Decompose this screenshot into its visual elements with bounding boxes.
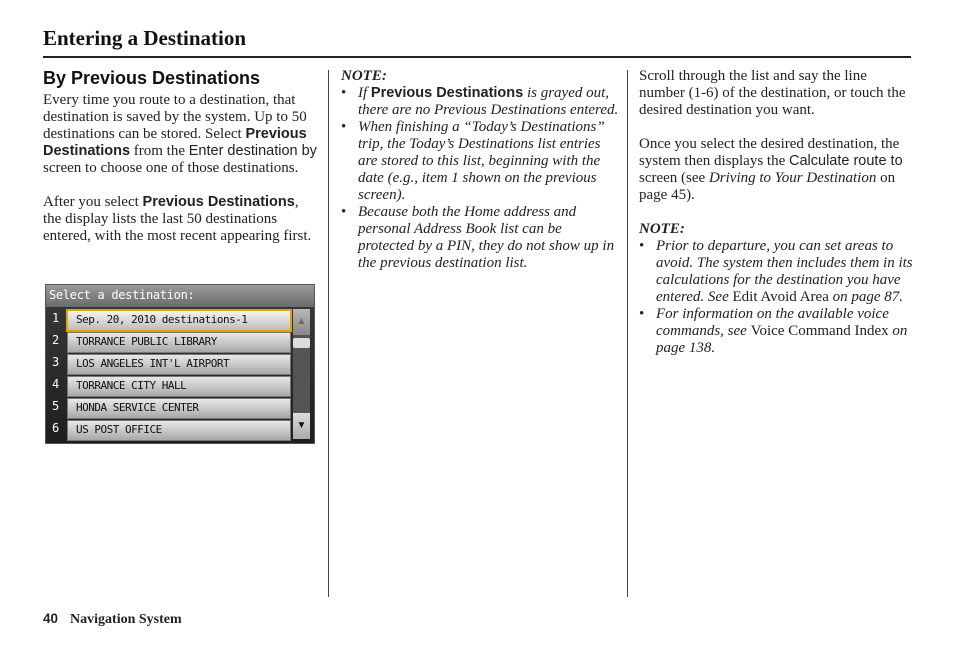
cross-reference: Driving to Your Destination xyxy=(708,170,877,186)
page-title: Entering a Destination xyxy=(43,26,247,50)
column-1 xyxy=(43,68,318,245)
navigation-screen xyxy=(45,284,315,444)
destination-button[interactable]: LOS ANGELES INT'L AIRPORT xyxy=(67,354,291,375)
scroll-down-icon[interactable]: ▼ xyxy=(293,413,310,439)
edit-avoid-area-term: Edit Avoid Area xyxy=(732,289,829,305)
title-rule xyxy=(43,56,911,58)
note-item: • If Previous Destinations is grayed out, there are no Previous Destinations entered. xyxy=(341,85,619,118)
note-label: NOTE: xyxy=(341,68,387,84)
destination-row[interactable] xyxy=(46,353,292,374)
screen-header xyxy=(46,285,314,307)
scroll-paragraph: Scroll through the list and say the line number (1-6) of the destination, or touch the desired destination you want. xyxy=(639,68,906,118)
row-number: 2 xyxy=(52,333,60,347)
note-list xyxy=(639,238,914,357)
destination-row[interactable] xyxy=(46,331,292,352)
destination-row[interactable] xyxy=(46,375,292,396)
destination-button-selected[interactable]: Sep. 20, 2010 destinations-1 xyxy=(66,309,292,332)
destination-row[interactable] xyxy=(46,419,292,440)
voice-command-index-term: Voice Command Index xyxy=(750,323,889,339)
intro-paragraph: Every time you route to a destination, that destination is saved by the system. Up to 50 destinations can be stored. Select Previous Destinations from the Enter destination by screen to choose one of those destinations. xyxy=(43,92,317,176)
destination-button[interactable]: US POST OFFICE xyxy=(67,420,291,441)
scrollbar[interactable] xyxy=(293,309,310,439)
row-number: 3 xyxy=(52,355,60,369)
previous-destinations-term: Previous Destinations xyxy=(370,85,524,101)
note-list xyxy=(341,85,619,272)
note-item: • For information on the available voice commands, see Voice Command Index on page 138. xyxy=(639,306,908,356)
page-number: 40 xyxy=(43,611,59,626)
calculate-route-term: Calculate route to xyxy=(789,153,903,169)
column-2 xyxy=(341,68,619,272)
previous-destinations-term: Previous Destinations xyxy=(142,194,295,210)
row-number: 5 xyxy=(52,399,60,413)
column-divider xyxy=(627,70,628,597)
note-label: NOTE: xyxy=(639,221,685,237)
row-number: 1 xyxy=(52,311,60,325)
select-paragraph: Once you select the desired destination, the system then displays the Calculate route to screen (see Driving to Your Destination on page 45). xyxy=(639,136,903,203)
destination-row[interactable] xyxy=(46,309,292,330)
after-select-paragraph: After you select Previous Destinations, the display lists the last 50 destinations entered, with the most recent appearing first. xyxy=(43,194,312,244)
note-item: • Prior to departure, you can set areas to avoid. The system then includes them in its calculations for the destination you have entered. See Edit Avoid Area on page 87. xyxy=(639,238,913,305)
row-number: 4 xyxy=(52,377,60,391)
screen-title: Select a destination: xyxy=(49,288,195,302)
previous-destinations-term: Previous Destinations xyxy=(43,126,307,159)
section-name: Navigation System xyxy=(70,612,182,627)
column-3 xyxy=(639,68,914,357)
scroll-thumb[interactable] xyxy=(293,338,310,348)
section-heading: By Previous Destinations xyxy=(43,68,261,88)
destination-button[interactable]: TORRANCE PUBLIC LIBRARY xyxy=(67,332,291,353)
enter-destination-by-term: Enter destination by xyxy=(188,143,317,159)
scroll-up-icon[interactable]: ▲ xyxy=(293,309,310,335)
destination-button[interactable]: TORRANCE CITY HALL xyxy=(67,376,291,397)
note-item: • Because both the Home address and personal Address Book list can be protected by a PIN, they do not show up in the previous destination list. xyxy=(341,204,615,271)
destination-button[interactable]: HONDA SERVICE CENTER xyxy=(67,398,291,419)
note-item: • When finishing a “Today’s Destinations” trip, the Today’s Destinations list entries are stored to this list, beginning with the date (e.g., item 1 shown on the previous screen). xyxy=(341,119,605,203)
row-number: 6 xyxy=(52,421,60,435)
destination-row[interactable] xyxy=(46,397,292,418)
column-divider xyxy=(328,70,329,597)
page-footer xyxy=(43,611,182,628)
